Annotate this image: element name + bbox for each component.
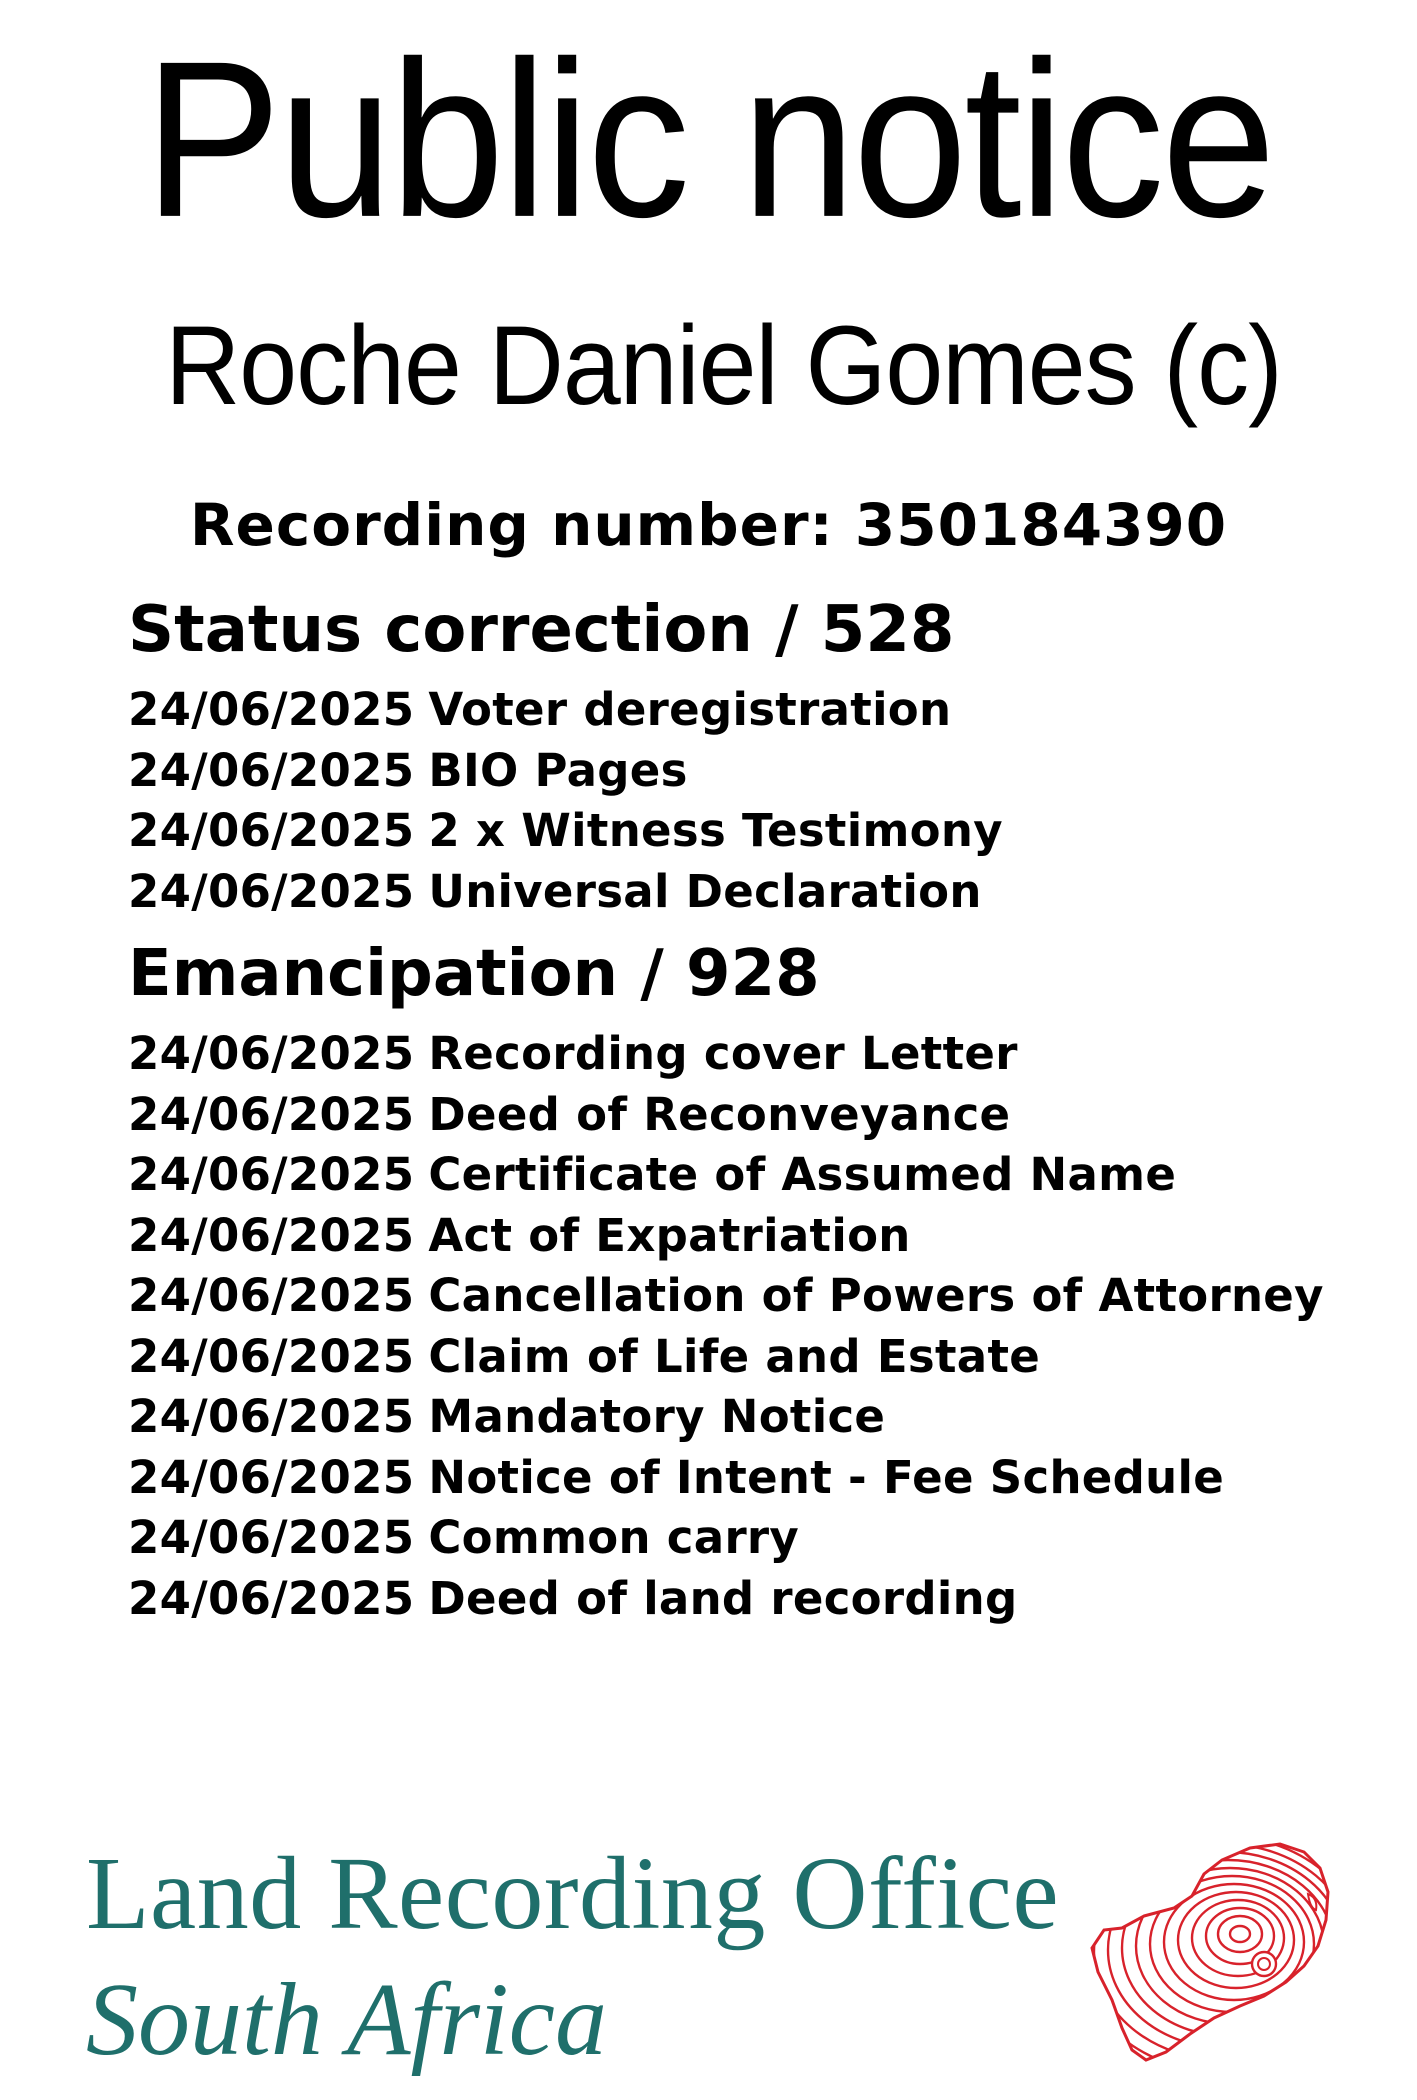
entry-date: 24/06/2025 xyxy=(128,1511,415,1564)
list-item xyxy=(128,1387,1324,1448)
entry-date: 24/06/2025 xyxy=(128,1087,415,1141)
list-item xyxy=(128,862,1003,923)
list-item xyxy=(128,1448,1324,1509)
entry-date: 24/06/2025 xyxy=(128,864,415,918)
entry-date: 24/06/2025 xyxy=(128,743,415,797)
list-item xyxy=(128,1569,1324,1630)
entry-date: 24/06/2025 xyxy=(128,1027,415,1080)
list-item xyxy=(128,741,1003,802)
list-item xyxy=(128,1085,1324,1146)
list-item xyxy=(128,1327,1324,1388)
entry-date: 24/06/2025 xyxy=(128,1571,415,1625)
entry-text: Voter deregistration xyxy=(428,683,952,736)
entry-text: Recording cover Letter xyxy=(428,1027,1018,1080)
entry-date: 24/06/2025 xyxy=(128,1329,415,1383)
section-heading: Status correction / 528 xyxy=(128,593,955,667)
list-item xyxy=(128,1206,1324,1267)
entry-date: 24/06/2025 xyxy=(128,1269,415,1322)
list-item xyxy=(128,680,1003,741)
entry-text: Universal Declaration xyxy=(428,864,982,918)
entry-date: 24/06/2025 xyxy=(128,683,415,736)
office-name-block xyxy=(86,1836,1060,2077)
notice-name: Roche Daniel Gomes (c) xyxy=(165,303,1282,429)
entry-date: 24/06/2025 xyxy=(128,1208,415,1262)
entry-text: Mandatory Notice xyxy=(428,1390,886,1443)
list-item xyxy=(128,801,1003,862)
entry-text: Claim of Life and Estate xyxy=(428,1329,1041,1383)
recording-number: Recording number: 350184390 xyxy=(189,491,1228,559)
entry-date: 24/06/2025 xyxy=(128,1148,415,1201)
office-name: Land Recording Office xyxy=(86,1836,1060,1951)
entry-text: Cancellation of Powers of Attorney xyxy=(428,1269,1324,1322)
list-item xyxy=(128,1266,1324,1327)
entry-text: Certificate of Assumed Name xyxy=(428,1148,1177,1201)
list-item xyxy=(128,1508,1324,1569)
entry-text: BIO Pages xyxy=(428,743,688,797)
list-item xyxy=(128,1145,1324,1206)
entry-date: 24/06/2025 xyxy=(128,804,415,857)
section-status-correction xyxy=(128,593,1003,922)
entry-text: Act of Expatriation xyxy=(428,1208,911,1262)
entry-date: 24/06/2025 xyxy=(128,1390,415,1443)
section-heading: Emancipation / 928 xyxy=(128,937,820,1011)
entry-date: 24/06/2025 xyxy=(128,1450,415,1504)
entry-text: Deed of Reconveyance xyxy=(428,1087,1011,1141)
entry-text: Deed of land recording xyxy=(428,1571,1018,1625)
notice-title: Public notice xyxy=(143,15,1273,264)
office-country: South Africa xyxy=(86,1962,607,2077)
entry-text: Common carry xyxy=(428,1511,800,1564)
section-emancipation xyxy=(128,937,1324,1629)
south-africa-map-fingerprint-icon xyxy=(1082,1838,1342,2068)
entry-text: 2 x Witness Testimony xyxy=(428,804,1003,857)
list-item xyxy=(128,1024,1324,1085)
entry-text: Notice of Intent - Fee Schedule xyxy=(428,1450,1225,1504)
